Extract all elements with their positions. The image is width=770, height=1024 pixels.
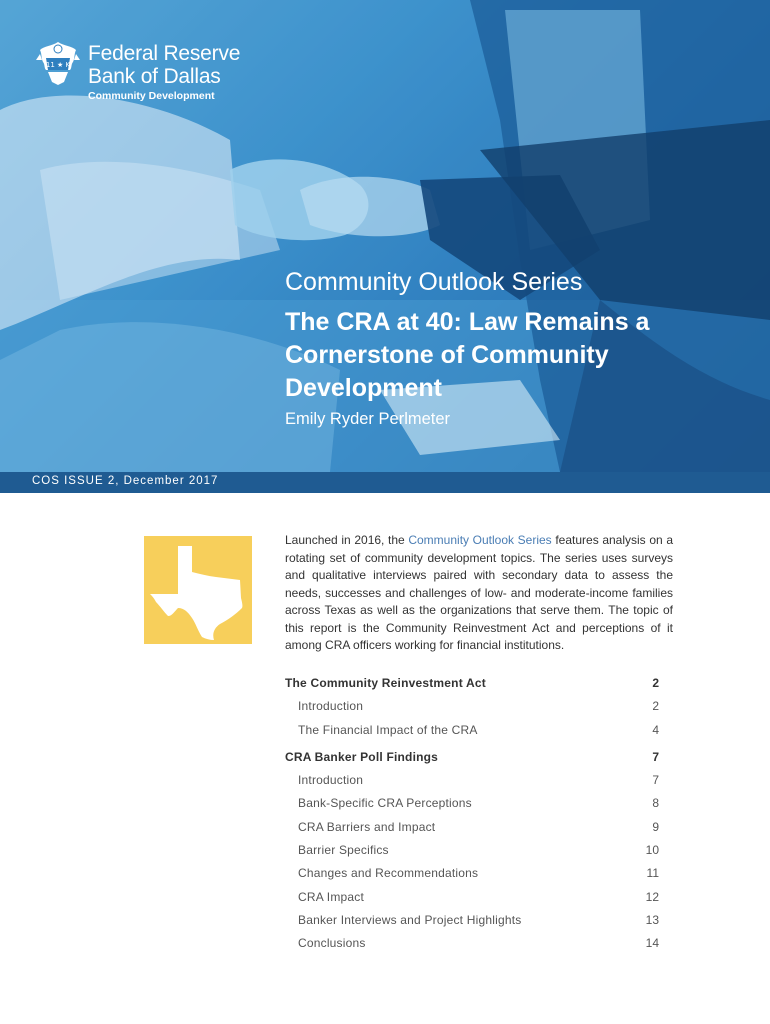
toc-entry-page: 14 [645,936,659,951]
toc-entry[interactable] [285,909,659,932]
toc-entry-title: CRA Impact [298,889,365,904]
toc-entry[interactable] [285,792,659,815]
toc-entry[interactable] [285,932,659,955]
toc-entry-page: 12 [645,889,659,904]
series-name-highlight: Community Outlook Series [408,533,552,547]
report-title: The CRA at 40: Law Remains a Cornerstone of Community Development [285,308,650,402]
toc-entry-title: Conclusions [298,936,366,951]
toc-section[interactable] [285,746,659,769]
toc-entry-title: Introduction [298,773,364,788]
toc-entry-page: 10 [645,843,659,858]
toc-entry-page: 8 [652,796,659,811]
intro-paragraph: Launched in 2016, the Community Outlook Series features analysis on a rotating set of community development topics. The series uses surveys and qualitative interviews paired with secondary data to assess the needs, successes and challenges of low- and moderate-income families across Texas as well as the organizations that serve them. The topic of this report is the Community Reinvestment Act and perceptions of it among CRA officers working for financial institutions. [285,533,673,652]
toc-entry-page: 13 [645,912,659,927]
brand-name [88,42,240,88]
toc-entry-title: Changes and Recommendations [298,866,479,881]
issue-label: COS ISSUE 2, December 2017 [32,475,219,487]
toc-entry-page: 2 [652,676,659,690]
federal-reserve-seal-icon [36,40,80,86]
toc-entry[interactable] [285,719,659,742]
series-label: Community Outlook Series [285,268,583,296]
brand-name-line1: Federal Reserve [88,42,241,65]
brand-name-line2: Bank of Dallas [88,65,221,88]
toc-entry[interactable] [285,769,659,792]
texas-map-icon [144,536,252,644]
toc-entry-page: 11 [646,866,659,881]
toc-entry-page: 7 [652,749,659,764]
cover-hero [0,0,770,472]
toc-entry-title: Introduction [298,699,364,714]
table-of-contents [285,672,659,956]
toc-entry-page: 7 [652,773,659,788]
toc-entry[interactable] [285,695,659,718]
brand-subtitle: Community Development [88,90,215,102]
toc-section[interactable] [285,672,659,695]
toc-entry-title: Bank-Specific CRA Perceptions [298,796,472,811]
toc-entry[interactable] [285,816,659,839]
toc-entry-title: Barrier Specifics [298,843,389,858]
svg-text:11 ★ K: 11 ★ K [45,61,71,69]
toc-entry-title: The Community Reinvestment Act [285,676,486,690]
toc-entry-title: Banker Interviews and Project Highlights [298,912,522,927]
toc-entry-title: The Financial Impact of the CRA [298,722,478,737]
toc-entry-title: CRA Banker Poll Findings [285,749,439,764]
toc-entry[interactable] [285,862,659,885]
toc-entry[interactable] [285,839,659,862]
toc-entry-page: 2 [652,699,659,714]
issue-bar [0,472,770,493]
texas-map-box [144,536,252,644]
author-name: Emily Ryder Perlmeter [285,410,451,428]
toc-entry-page: 9 [652,819,659,834]
toc-entry[interactable] [285,886,659,909]
toc-entry-title: CRA Barriers and Impact [298,819,436,834]
toc-entry-page: 4 [652,722,659,737]
